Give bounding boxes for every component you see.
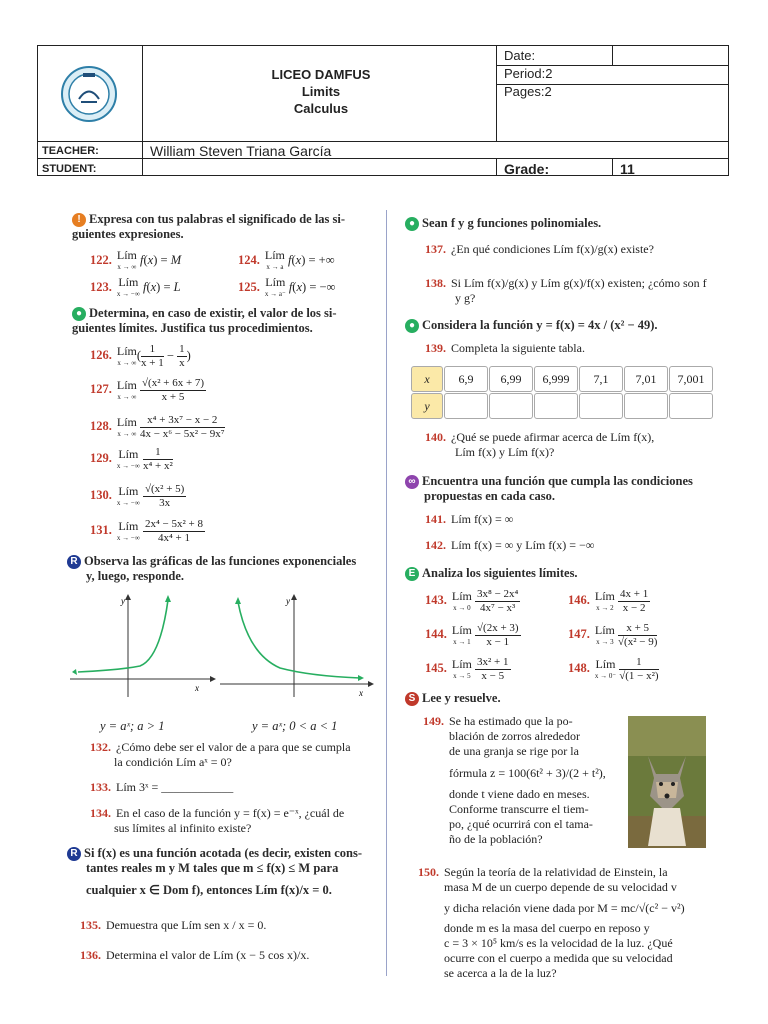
exercise-text: sus límites al infinito existe? — [114, 821, 252, 835]
exercise-item — [90, 377, 206, 404]
section-badge-icon: R — [67, 555, 81, 569]
table-cell-empty[interactable] — [444, 393, 488, 419]
fraction: $\frac{4x + 1}{x - 2}$ — [620, 588, 649, 614]
exercise-item — [90, 483, 186, 510]
exercise-text: En el caso de la función y = f(x) = e⁻ˣ, ¿cuál de — [116, 806, 345, 820]
table-x-header: x — [411, 366, 443, 392]
section-heading-2: ● Determina, en caso de existir, el valor de los si- guientes límites. Justifica tus procedimientos. — [72, 306, 337, 336]
exercise-text: Demuestra que Lím sen x / x = 0. — [106, 918, 267, 932]
limit-operator: Lím x → ∞ — [116, 248, 137, 271]
table-cell-empty[interactable] — [579, 393, 623, 419]
section-badge-icon: S — [405, 692, 419, 706]
fraction: $\frac{1}{\text{√(1 − x²)}}$ — [619, 656, 659, 682]
exercise-item — [90, 780, 233, 795]
exercise-text: Lím f(x) = ∞ y Lím f(x) = −∞ — [451, 538, 595, 552]
exercise-item — [80, 948, 309, 963]
fraction: $\frac{\text{2x⁴ − 5x² + 8}}{\text{4x⁴ + 1}}$ — [144, 518, 203, 544]
svg-text:x: x — [359, 688, 363, 698]
exercise-number: 142. — [425, 538, 446, 552]
exercise-number: 134. — [90, 806, 111, 820]
section-badge-icon: ! — [72, 213, 86, 227]
exercise-item — [90, 518, 205, 545]
graph-caption-1: y = aˣ; a > 1 — [100, 719, 165, 733]
exercise-number: 141. — [425, 512, 446, 526]
svg-text:y: y — [121, 596, 125, 606]
exercise-item — [568, 622, 657, 649]
limit-operator: Lím x → 2 — [594, 588, 615, 612]
column-divider — [386, 210, 387, 976]
exercise-number: 129. — [90, 451, 112, 466]
exercise-item — [425, 538, 594, 553]
svg-text:x: x — [195, 683, 199, 693]
table-cell: 7,01 — [624, 366, 668, 392]
exercise-number: 143. — [425, 593, 447, 608]
fraction: $\frac{x + 5}{\text{√(x² − 9)}}$ — [618, 622, 658, 648]
fraction: $\frac{1}{x}$ — [179, 343, 185, 369]
exercise-item — [425, 512, 513, 527]
exercise-number: 145. — [425, 661, 447, 676]
exercise-number: 127. — [90, 382, 112, 397]
exercise-item — [90, 414, 225, 441]
student-label: STUDENT: — [42, 163, 97, 175]
table-y-header: y — [411, 393, 443, 419]
teacher-label: TEACHER: — [42, 145, 99, 157]
exercise-item: 126. Lím x → ∞( $\frac{1}{x + 1}$ − $\frac{1}{x}$ ) — [90, 343, 191, 369]
exercise-number: 133. — [90, 780, 111, 794]
table-cell-empty[interactable] — [624, 393, 668, 419]
graph-caption-2: y = aˣ; 0 < a < 1 — [252, 719, 338, 733]
exercise-item: 125. Lím x → a⁻ f(x) = −∞ — [238, 275, 336, 298]
exercise-text: Lím 3ˣ = ____________ — [116, 780, 234, 794]
svg-text:y: y — [286, 596, 290, 606]
topic-title: Limits — [301, 84, 341, 99]
exercise-text: y g? — [455, 291, 476, 305]
fraction: $\frac{√(2x + 3)}{x - 1}$ — [477, 622, 519, 648]
section-heading-5: ● Sean f y g funciones polinomiales. — [405, 216, 601, 231]
limit-operator: Lím x → −∞ — [116, 483, 140, 507]
section-badge-icon: ● — [72, 307, 86, 321]
limit-operator: Lím x → −∞ — [116, 518, 140, 542]
exercise-item — [80, 918, 266, 933]
limit-operator: Lím x → −∞ — [116, 275, 140, 298]
exercise-item — [568, 656, 659, 683]
grade-value: 11 — [620, 161, 635, 177]
exercise-number: 136. — [80, 948, 101, 962]
section-heading-6: ● Considera la función y = f(x) = 4x / (x² − 49). — [405, 318, 658, 333]
exercise-item — [425, 276, 707, 306]
exercise-150: 150. Según la teoría de la relatividad de Einstein, la masa M de un cuerpo depende de su velocidad v y dicha relación viene dada por M = mc/√(c² − v²) donde m es la masa del cuerpo en reposo y c = 3 × 10⁵ km/s es la velocidad de la luz. ¿Qué ocurre con el cuerpo a medida que su velocidad se acerca a la de la luz? — [418, 865, 685, 980]
exercise-item — [90, 740, 351, 770]
table-cell: 6,999 — [534, 366, 578, 392]
limit-operator: Lím x → −∞ — [116, 446, 140, 470]
exercise-number: 140. — [425, 430, 446, 444]
section-badge-icon: ● — [405, 319, 419, 333]
table-cell: 7,1 — [579, 366, 623, 392]
section-heading-4: R Si f(x) es una función acotada (es decir, existen cons- tantes reales m y M tales que m ≤ f(x) ≤ M para cualquier x ∈ Dom f), entonces Lím f(x)/x = 0. — [67, 846, 362, 904]
limit-operator: Lím x → 0⁻ — [594, 656, 617, 680]
exercise-number: 123. — [90, 279, 112, 294]
subject-title: Calculus — [293, 101, 349, 116]
school-logo — [61, 66, 117, 122]
fraction: $\frac{\text{√(x² + 6x + 7)}}{x + 5}$ — [142, 377, 205, 403]
exercise-item — [90, 446, 173, 473]
graph-exponential-decay — [220, 592, 380, 702]
exercise-number: 135. — [80, 918, 101, 932]
section-heading-1: ! Expresa con tus palabras el significado de las si- guientes expresiones. — [72, 212, 346, 242]
school-name: LICEO DAMFUS — [271, 67, 371, 82]
exercise-number: 132. — [90, 740, 111, 754]
limit-operator: Lím x → 0 — [451, 588, 472, 612]
exercise-number: 124. — [238, 252, 260, 267]
school-title-block — [143, 66, 499, 117]
exercise-text: Lím f(x) y Lím f(x)? — [455, 445, 555, 459]
graph-exponential-growth — [70, 592, 220, 702]
fraction: $\frac{1}{x + 1}$ — [141, 343, 164, 369]
exercise-text: Determina el valor de Lím (x − 5 cos x)/x. — [106, 948, 310, 962]
fraction: $\frac{\text{3x⁸ − 2x⁴}}{\text{4x⁷ − x³}}$ — [477, 588, 519, 614]
grade-label: Grade: — [504, 161, 550, 177]
exercise-item — [425, 588, 520, 615]
table-cell-empty[interactable] — [669, 393, 713, 419]
section-heading-9: S Lee y resuelve. — [405, 691, 501, 706]
limit-operator: Lím x → 3 — [594, 622, 615, 646]
exercise-item: 124. Lím x → a f(x) = +∞ — [238, 248, 335, 271]
limit-operator: Lím x → ∞ — [116, 377, 137, 401]
exercise-number: 131. — [90, 523, 112, 538]
fraction: $\frac{1}{\text{x⁴ + x²}}$ — [142, 446, 173, 472]
table-cell-empty[interactable] — [534, 393, 578, 419]
pages-label: Pages:2 — [504, 84, 552, 99]
exercise-text: Lím f(x) = ∞ — [451, 512, 514, 526]
section-badge-icon: R — [67, 847, 81, 861]
values-table — [410, 365, 714, 420]
exercise-item — [425, 622, 521, 649]
exercise-item — [568, 588, 650, 615]
table-cell: 6,99 — [489, 366, 533, 392]
exercise-number: 125. — [238, 279, 260, 294]
section-heading-7: ∞ Encuentra una función que cumpla las condiciones propuestas en cada caso. — [405, 474, 693, 504]
exercise-text: la condición Lím aˣ = 0? — [114, 755, 232, 769]
exercise-number: 148. — [568, 661, 590, 676]
exercise-number: 130. — [90, 488, 112, 503]
exercise-item — [90, 806, 344, 836]
fraction: $\frac{\text{3x² + 1}}{x - 5}$ — [477, 656, 509, 682]
date-label: Date: — [504, 48, 536, 63]
exercise-number: 144. — [425, 627, 447, 642]
exercise-number: 128. — [90, 419, 112, 434]
exercise-number: 139. — [425, 341, 446, 355]
limit-operator: Lím x → ∞ — [116, 414, 137, 438]
exercise-item — [425, 341, 585, 356]
exercise-item: 123. Lím x → −∞ f(x) = L — [90, 275, 181, 298]
exercise-number: 126. — [90, 348, 112, 363]
exercise-text: ¿Qué se puede afirmar acerca de Lím f(x), — [451, 430, 655, 444]
exercise-item — [425, 656, 511, 683]
exercise-text: Si Lím f(x)/g(x) y Lím g(x)/f(x) existen; ¿cómo son f — [451, 276, 707, 290]
exercise-number: 137. — [425, 242, 446, 256]
exercise-text: ¿Cómo debe ser el valor de a para que se cumpla — [116, 740, 351, 754]
table-cell: 6,9 — [444, 366, 488, 392]
fraction: $\frac{\text{x⁴ + 3x⁷ − x − 2}}{\text{4x − x⁶ − 5x² − 9x⁷}}$ — [140, 414, 225, 440]
exercise-item — [425, 242, 654, 257]
exercise-number: 138. — [425, 276, 446, 290]
exercise-number: 122. — [90, 252, 112, 267]
fox-photo — [628, 716, 706, 848]
limit-operator: Lím x → a⁻ — [264, 275, 286, 298]
exercise-number: 147. — [568, 627, 590, 642]
exercise-text: ¿En qué condiciones Lím f(x)/g(x) existe? — [451, 242, 654, 256]
exercise-text: Completa la siguiente tabla. — [451, 341, 585, 355]
section-heading-3: R Observa las gráficas de las funciones exponenciales y, luego, responde. — [67, 554, 356, 584]
exercise-number: 146. — [568, 593, 590, 608]
section-badge-icon: E — [405, 567, 419, 581]
limit-operator: Lím x → 5 — [451, 656, 472, 680]
exercise-item — [425, 430, 654, 460]
limit-operator: Lím x → ∞ — [116, 343, 137, 367]
table-cell-empty[interactable] — [489, 393, 533, 419]
period-label: Period:2 — [504, 66, 553, 81]
exercise-item: 122. Lím x → ∞ f(x) = M — [90, 248, 182, 271]
section-badge-icon: ∞ — [405, 475, 419, 489]
limit-operator: Lím x → 1 — [451, 622, 472, 646]
table-cell: 7,001 — [669, 366, 713, 392]
section-badge-icon: ● — [405, 217, 419, 231]
exercise-149: 149. Se ha estimado que la po- blación de zorros alrededor de una granja se rige por la fórmula z = 100(6t² + 3)/(2 + t²), donde t viene dado en meses. Conforme transcurre el tiem- po, ¿qué ocurrirá con el tama- ño de la población? — [423, 714, 606, 846]
limit-operator: Lím x → a — [264, 248, 285, 271]
fraction: $\frac{\text{√(x² + 5)}}{3x}$ — [144, 483, 185, 509]
section-heading-8: E Analiza los siguientes límites. — [405, 566, 578, 581]
teacher-name: William Steven Triana García — [150, 143, 332, 159]
